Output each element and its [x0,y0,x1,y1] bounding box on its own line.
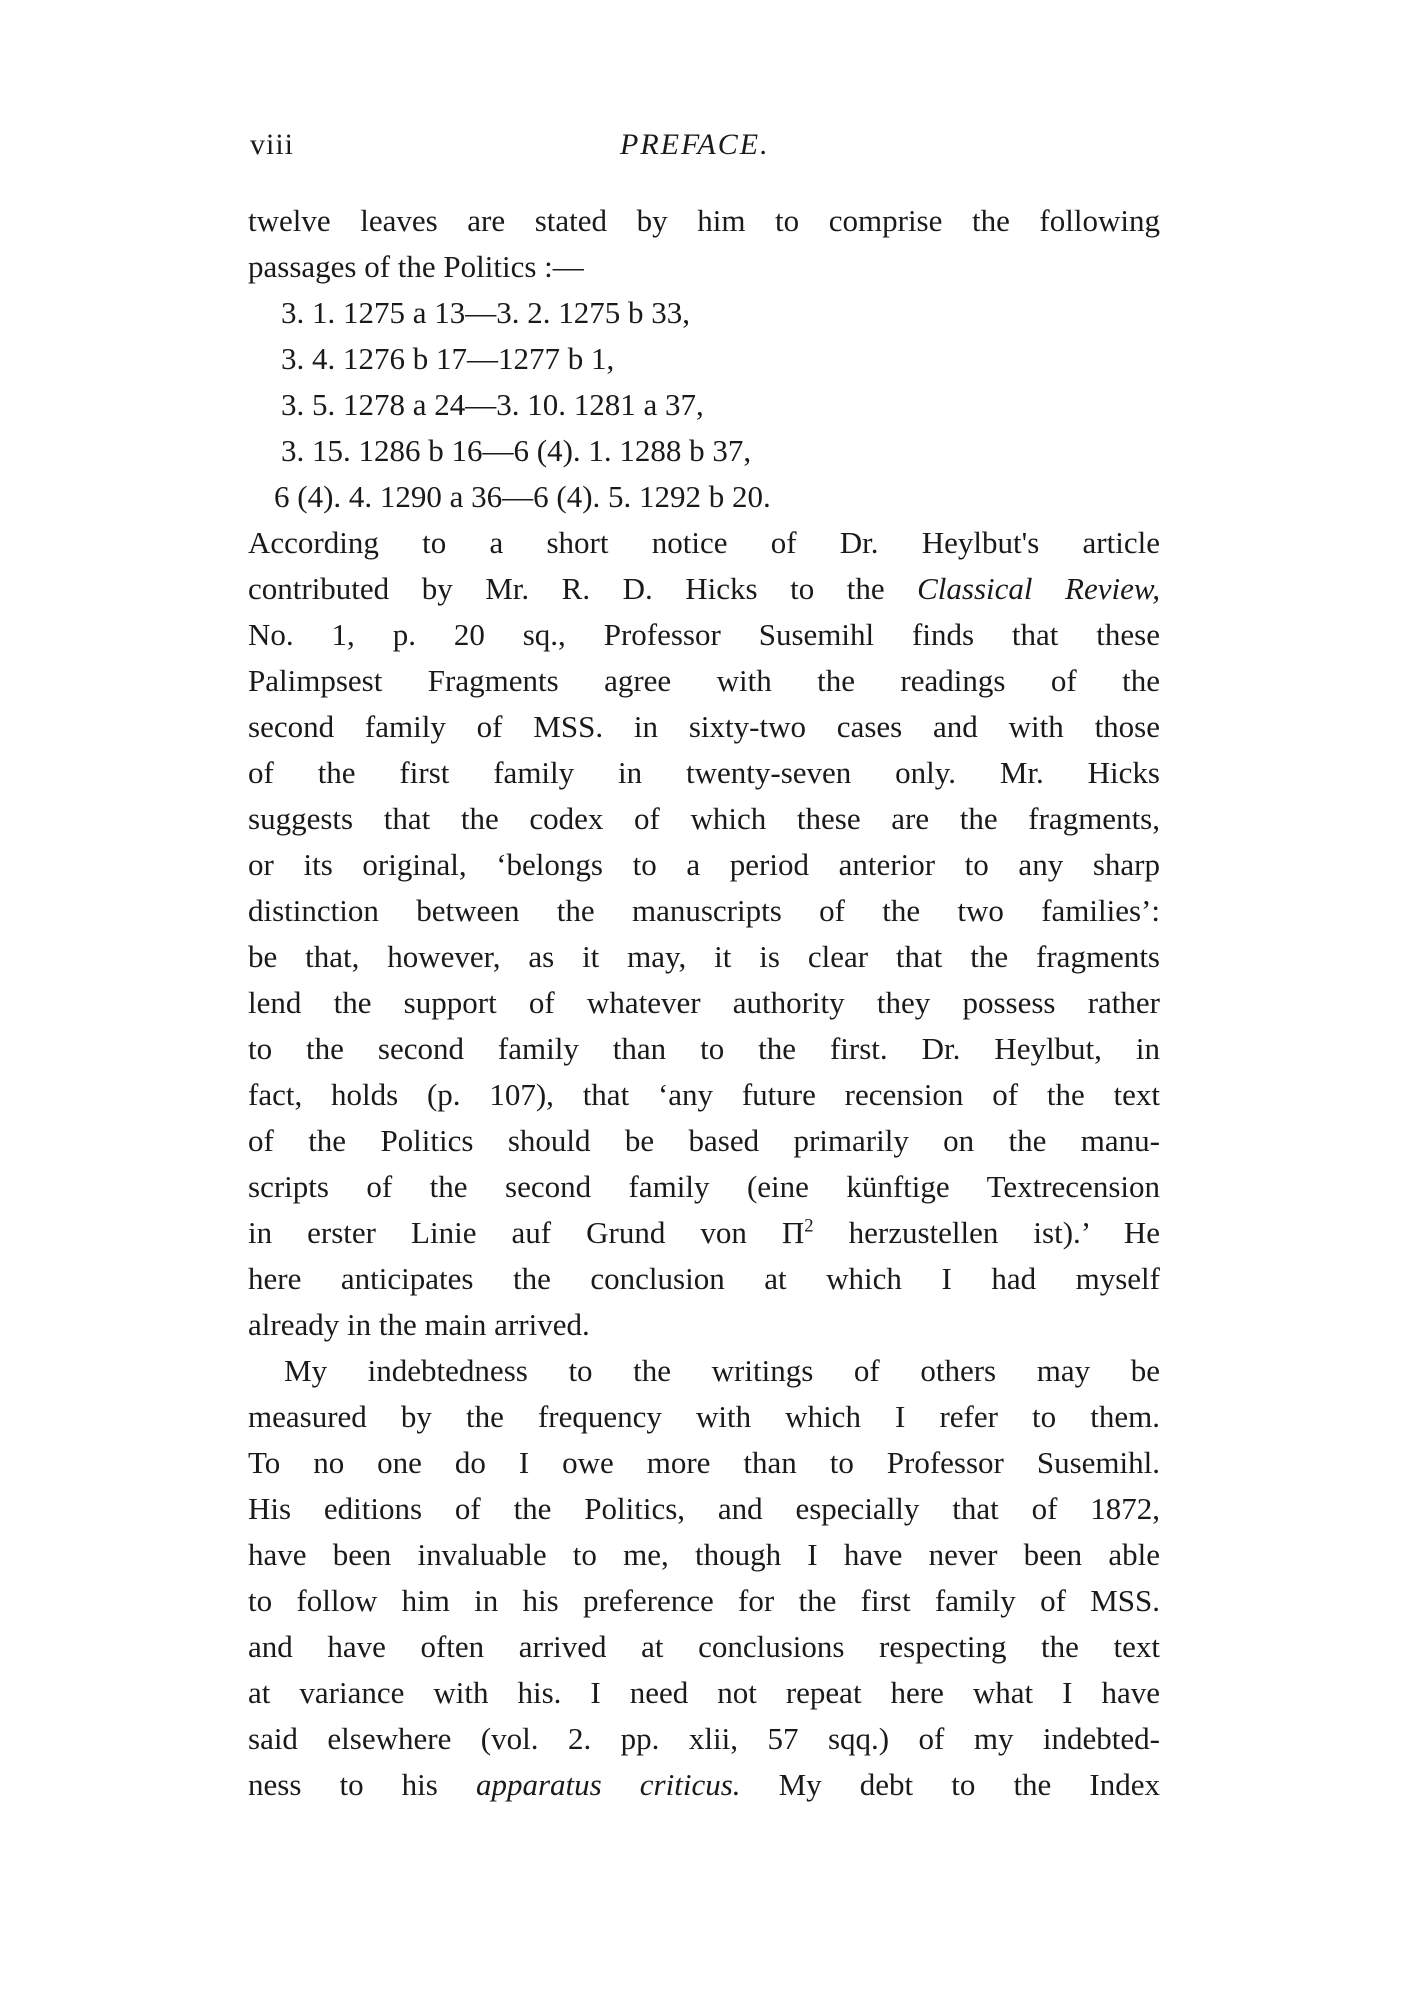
text-line: scripts of the second family (eine künftige Textrecension [248,1169,1160,1204]
text-line [248,1762,1160,1808]
citation-line: 6 (4). 4. 1290 a 36—6 (4). 5. 1292 b 20. [274,479,771,514]
text-line: measured by the frequency with which I refer to them. [248,1399,1160,1434]
text-line: lend the support of whatever authority they possess rather [248,985,1160,1020]
text-line: here anticipates the conclusion at which I had myself [248,1261,1160,1296]
superscript: 2 [804,1215,814,1237]
text-segment: contributed by Mr. R. D. Hicks to the [248,571,918,606]
citation-line: 3. 4. 1276 b 17—1277 b 1, [281,341,615,376]
text-line: at variance with his. I need not repeat here what I have [248,1675,1160,1710]
text-segment: ness to his [248,1767,476,1802]
citation-line: 3. 5. 1278 a 24—3. 10. 1281 a 37, [281,387,704,422]
text-line: or its original, ‘belongs to a period anterior to any sharp [248,847,1160,882]
text-line: passages of the Politics :— [248,249,584,284]
text-line: According to a short notice of Dr. Heylbut's article [248,525,1160,560]
text-line: have been invaluable to me, though I have never been able [248,1537,1160,1572]
page-header [250,128,1160,168]
text-line: to the second family than to the first. Dr. Heylbut, in [248,1031,1160,1066]
text-segment: herzustellen ist).’ He [813,1215,1160,1250]
italic-term: apparatus criticus. [475,1767,741,1802]
paragraph-first-line: My indebtedness to the writings of others may be [284,1353,1160,1388]
text-line: said elsewhere (vol. 2. pp. xlii, 57 sqq.) of my indebted- [248,1721,1160,1756]
citation-line: 3. 1. 1275 a 13—3. 2. 1275 b 33, [281,295,691,330]
text-line [248,566,1160,612]
text-line: already in the main arrived. [248,1307,590,1342]
text-line: to follow him in his preference for the first family of MSS. [248,1583,1160,1618]
text-line: distinction between the manuscripts of the two families’: [248,893,1160,928]
journal-title: Classical Review, [917,571,1160,606]
text-line: His editions of the Politics, and especially that of 1872, [248,1491,1160,1526]
text-line [248,1210,1160,1256]
text-line: second family of MSS. in sixty-two cases and with those [248,709,1160,744]
text-segment: My debt to the Index [740,1767,1160,1802]
running-head: PREFACE. [620,128,770,161]
text-line: of the first family in twenty-seven only. Mr. Hicks [248,755,1160,790]
text-line: of the Politics should be based primarily on the manu- [248,1123,1160,1158]
page-number: viii [250,128,295,161]
text-line: suggests that the codex of which these are the fragments, [248,801,1160,836]
text-line: and have often arrived at conclusions respecting the text [248,1629,1160,1664]
citation-line: 3. 15. 1286 b 16—6 (4). 1. 1288 b 37, [281,433,752,468]
text-line: twelve leaves are stated by him to comprise the following [248,203,1160,238]
body-text [248,198,1160,1808]
text-line: fact, holds (p. 107), that ‘any future recension of the text [248,1077,1160,1112]
text-line: No. 1, p. 20 sq., Professor Susemihl finds that these [248,617,1160,652]
text-line: be that, however, as it may, it is clear that the fragments [248,939,1160,974]
text-line: Palimpsest Fragments agree with the readings of the [248,663,1160,698]
text-segment: in erster Linie auf Grund von Π [248,1215,805,1250]
text-line: To no one do I owe more than to Professor Susemihl. [248,1445,1160,1480]
